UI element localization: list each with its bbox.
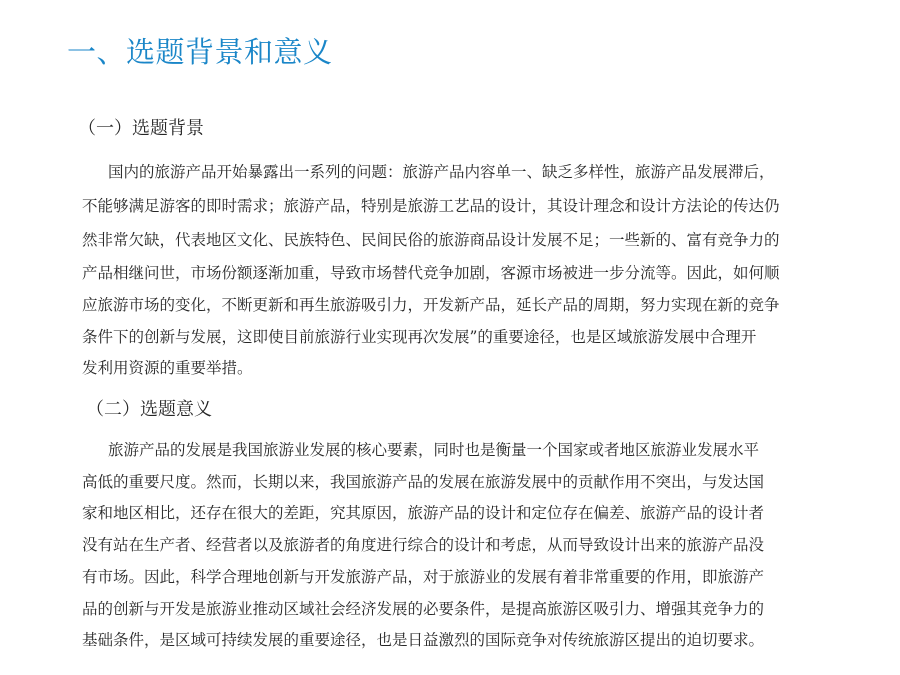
paragraph-line: 条件下的创新与发展，这即使目前旅游行业实现再次发展”的重要途径，也是区域旅游发展中合理开 <box>82 328 757 346</box>
paragraph-line: 有市场。因此，科学合理地创新与开发旅游产品，对于旅游业的发展有着非常重要的作用，即旅游产 <box>82 568 765 586</box>
paragraph-line: 应旅游市场的变化，不断更新和再生旅游吸引力，开发新产品，延长产品的周期，努力实现在新的竞争 <box>82 296 780 314</box>
paragraph-line: 国内的旅游产品开始暴露出一系列的问题：旅游产品内容单一、缺乏多样性，旅游产品发展滞后， <box>108 163 775 181</box>
paragraph-line: 没有站在生产者、经营者以及旅游者的角度进行综合的设计和考虑，从而导致设计出来的旅游产品没 <box>82 536 765 554</box>
page-title: 一、选题背景和意义 <box>67 35 333 69</box>
paragraph-line: 高低的重要尺度。然而，长期以来，我国旅游产品的发展在旅游发展中的贡献作用不突出，与发达国 <box>82 473 765 491</box>
paragraph-line: 家和地区相比，还存在很大的差距，究其原因，旅游产品的设计和定位存在偏差、旅游产品的设计者 <box>82 504 765 522</box>
section-heading-background: （一）选题背景 <box>78 118 204 139</box>
paragraph-line: 不能够满足游客的即时需求；旅游产品，特别是旅游工艺品的设计，其设计理念和设计方法论的传达仍 <box>82 197 780 215</box>
paragraph-line: 然非常欠缺，代表地区文化、民族特色、民间民俗的旅游商品设计发展不足；一些新的、富有竞争力的 <box>82 231 780 249</box>
section-heading-significance: （二）选题意义 <box>86 399 212 420</box>
paragraph-line: 产品相继问世，市场份额逐渐加重，导致市场替代竞争加剧，客源市场被进一步分流等。因此，如何顺 <box>82 264 780 282</box>
paragraph-line: 品的创新与开发是旅游业推动区域社会经济发展的必要条件，是提高旅游区吸引力、增强其竞争力的 <box>82 600 765 618</box>
paragraph-line: 发利用资源的重要举措。 <box>82 359 253 377</box>
paragraph-line: 旅游产品的发展是我国旅游业发展的核心要素，同时也是衡量一个国家或者地区旅游业发展水平 <box>108 441 760 459</box>
paragraph-line: 基础条件，是区域可持续发展的重要途径，也是日益激烈的国际竞争对传统旅游区提出的迫切要求。 <box>82 631 765 649</box>
